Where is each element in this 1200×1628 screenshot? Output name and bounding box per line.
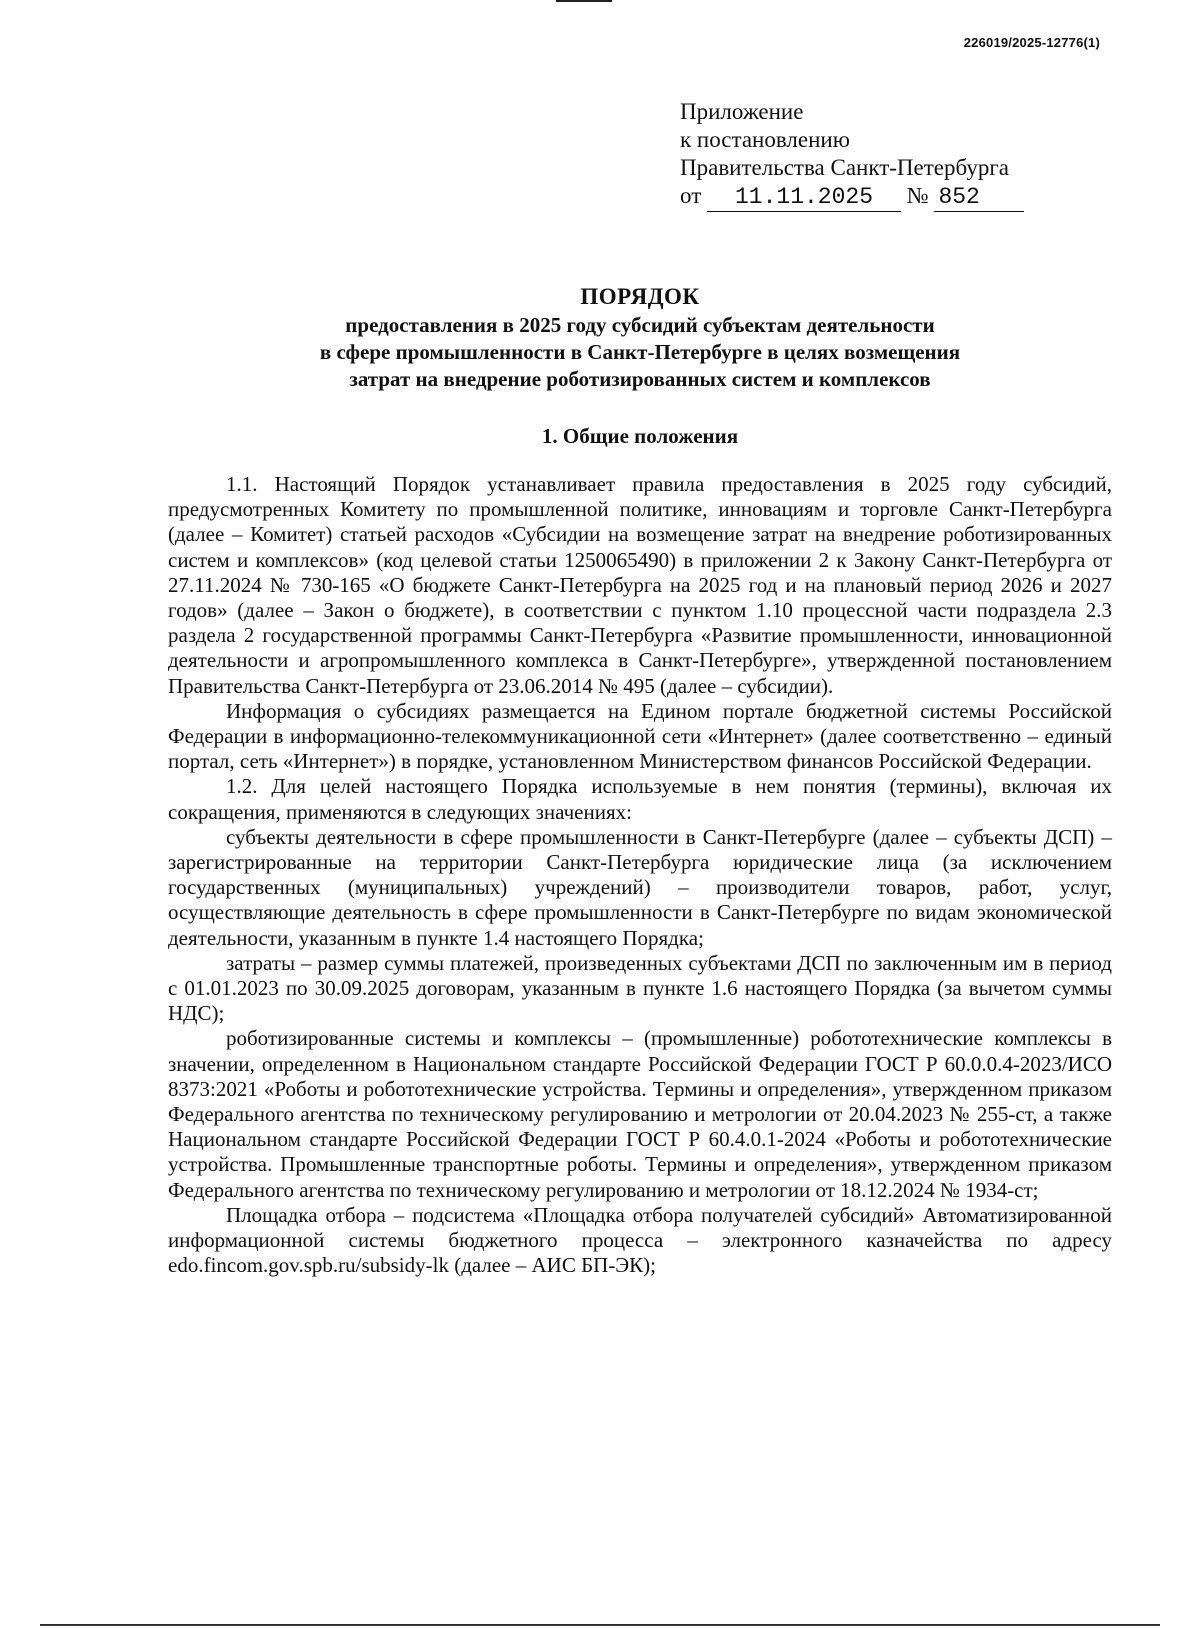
paragraph-info: Информация о субсидиях размещается на Едином портале бюджетной системы Российской Федерации в информационно-телекоммуникационной сети «Интернет» (далее соответственно – единый портал, сеть «Интернет») в порядке, установленном Министерством финансов Российской Федерации. bbox=[168, 698, 1112, 774]
section-heading: 1. Общие положения bbox=[541, 424, 739, 448]
title-subtitle-line-2: в сфере промышленности в Санкт-Петербурге в целях возмещения bbox=[319, 340, 961, 364]
top-edge-mark bbox=[556, 0, 612, 2]
paragraph-1-1: 1.1. Настоящий Порядок устанавливает правила предоставления в 2025 году субсидий, предусмотренных Комитету по промышленной политике, инновациям и торговле Санкт-Петербурга (далее – Комитет) статьей расходов «Субсидии на возмещение затрат на внедрение роботизированных систем и комплексов» (код целевой статьи 1250065490) в приложении 2 к Закону Санкт-Петербурга от 27.11.2024 № 730-165 «О бюджете Санкт-Петербурга на 2025 год и на плановый период 2026 и 2027 годов» (далее – Закон о бюджете), в соответствии с пунктом 1.10 процессной части подраздела 2.3 раздела 2 государственной программы Санкт-Петербурга «Развитие промышленности, инновационной деятельности и агропромышленного комплекса в Санкт-Петербурге», утвержденной постановлением Правительства Санкт-Петербурга от 23.06.2014 № 495 (далее – субсидии). bbox=[168, 472, 1112, 698]
number-label: № bbox=[906, 183, 929, 208]
definition-costs: затраты – размер суммы платежей, произведенных субъектами ДСП по заключенным им в период с 01.01.2023 по 30.09.2025 договорам, указанным в пункте 1.6 настоящего Порядка (за вычетом суммы НДС); bbox=[168, 950, 1112, 1026]
document-registration-number: 226019/2025-12776(1) bbox=[963, 35, 1100, 50]
from-label: от bbox=[680, 183, 702, 208]
paragraph-1-2: 1.2. Для целей настоящего Порядка используемые в нем понятия (термины), включая их сокращения, применяются в следующих значениях: bbox=[168, 774, 1112, 824]
bottom-edge-line bbox=[40, 1624, 1160, 1626]
definition-robotic-systems: роботизированные системы и комплексы – (промышленные) робототехнические комплексы в значении, определенном в Национальном стандарте Российской Федерации ГОСТ Р 60.0.0.4-2023/ИСО 8373:2021 «Роботы и робототехнические устройства. Термины и определения», утвержденном приказом Федерального агентства по техническому регулированию и метрологии от 20.04.2023 № 255-ст, а также Национальном стандарте Российской Федерации ГОСТ Р 60.4.0.1-2024 «Роботы и робототехнические устройства. Промышленные транспортные роботы. Термины и определения», утвержденном приказом Федерального агентства по техническому регулированию и метрологии от 18.12.2024 № 1934-ст; bbox=[168, 1026, 1112, 1202]
definition-subjects: субъекты деятельности в сфере промышленности в Санкт-Петербурге (далее – субъекты ДСП) – зарегистрированные на территории Санкт-Петербурга юридические лица (за исключением государственных (муниципальных) учреждений) – производители товаров, работ, услуг, осуществляющие деятельность в сфере промышленности в Санкт-Петербурге по видам экономической деятельности, указанным в пункте 1.4 настоящего Порядка; bbox=[168, 824, 1112, 950]
document-body bbox=[168, 472, 1112, 1279]
title-subtitle-line-3: затрат на внедрение роботизированных систем и комплексов bbox=[349, 367, 931, 391]
appendix-block bbox=[680, 98, 1024, 212]
appendix-line-1: Приложение bbox=[680, 99, 804, 124]
document-title bbox=[160, 282, 1120, 393]
resolution-number: 852 bbox=[934, 183, 1024, 212]
resolution-date: 11.11.2025 bbox=[707, 183, 901, 212]
title-subtitle-line-1: предоставления в 2025 году субсидий субъектам деятельности bbox=[345, 313, 935, 337]
appendix-line-3: Правительства Санкт-Петербурга bbox=[680, 155, 1009, 180]
appendix-line-2: к постановлению bbox=[680, 127, 850, 152]
appendix-date-line bbox=[680, 182, 1024, 212]
title-main: ПОРЯДОК bbox=[580, 284, 700, 309]
definition-selection-platform: Площадка отбора – подсистема «Площадка отбора получателей субсидий» Автоматизированной информационной системы бюджетного процесса – электронного казначейства по адресу edo.fincom.gov.spb.ru/subsidy-lk (далее – АИС БП-ЭК); bbox=[168, 1202, 1112, 1278]
